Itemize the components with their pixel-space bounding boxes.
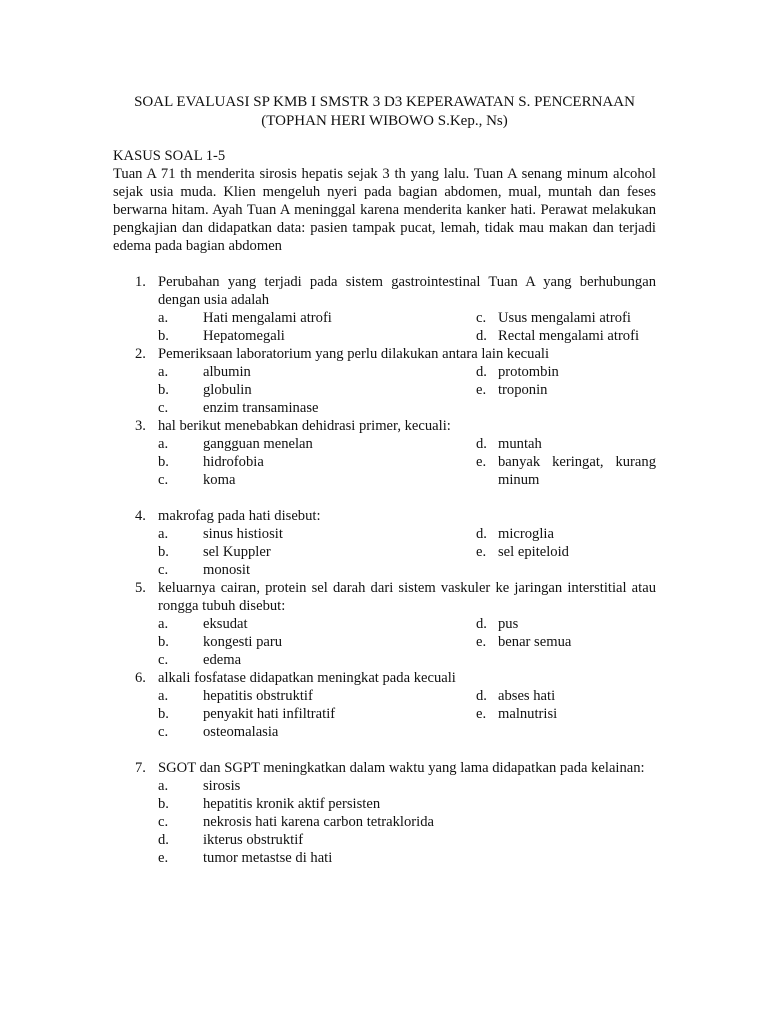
- question-6: [113, 669, 656, 759]
- option-b: b. sel Kuppler: [158, 544, 271, 560]
- option-e: e. tumor metastse di hati: [158, 850, 333, 866]
- question-text: Perubahan yang terjadi pada sistem gastrointestinal Tuan A yang berhubungan dengan usia adalah: [158, 274, 656, 308]
- option-b: b. kongesti paru: [158, 634, 283, 650]
- option-c: c. monosit: [158, 562, 251, 578]
- question-2: [113, 345, 656, 417]
- option-b: b. penyakit hati infiltratif: [158, 706, 336, 722]
- options: [158, 363, 656, 417]
- document-page: [113, 93, 656, 867]
- option-d: d. muntah: [476, 436, 542, 452]
- question-number: 1.: [135, 274, 146, 290]
- question-1: [113, 273, 656, 345]
- option-a: a. albumin: [158, 364, 251, 380]
- option-e: e. troponin: [476, 382, 548, 398]
- document-author: (TOPHAN HERI WIBOWO S.Kep., Ns): [261, 113, 508, 129]
- option-e: e. banyak keringat, kurang minum: [476, 454, 656, 488]
- option-b: b. hidrofobia: [158, 454, 264, 470]
- question-text: keluarnya cairan, protein sel darah dari sistem vaskuler ke jaringan interstitial atau rongga tubuh disebut:: [158, 580, 656, 614]
- option-b: b. hepatitis kronik aktif persisten: [158, 796, 381, 812]
- options: [158, 525, 656, 579]
- question-number: 4.: [135, 508, 146, 524]
- option-d: d. ikterus obstruktif: [158, 832, 304, 848]
- option-b: b. Hepatomegali: [158, 328, 285, 344]
- question-text: makrofag pada hati disebut:: [158, 508, 321, 524]
- question-3: [113, 417, 656, 507]
- options: [158, 615, 656, 669]
- option-a: a. gangguan menelan: [158, 436, 313, 452]
- option-d: d. microglia: [476, 526, 554, 542]
- question-number: 3.: [135, 418, 146, 434]
- option-c: c. enzim transaminase: [158, 400, 319, 416]
- question-text: Pemeriksaan laboratorium yang perlu dilakukan antara lain kecuali: [158, 346, 550, 362]
- option-d: d. abses hati: [476, 688, 556, 704]
- question-list: [113, 273, 656, 867]
- option-c: c. Usus mengalami atrofi: [476, 310, 631, 326]
- question-text: alkali fosfatase didapatkan meningkat pada kecuali: [158, 670, 456, 686]
- option-d: d. Rectal mengalami atrofi: [476, 328, 640, 344]
- option-e: e. benar semua: [476, 634, 572, 650]
- option-c: c. koma: [158, 472, 236, 488]
- document-title: SOAL EVALUASI SP KMB I SMSTR 3 D3 KEPERAWATAN S. PENCERNAAN: [134, 94, 635, 110]
- option-a: a. sinus histiosit: [158, 526, 283, 542]
- option-a: a. Hati mengalami atrofi: [158, 310, 332, 326]
- option-c: c. edema: [158, 652, 242, 668]
- option-a: a. sirosis: [158, 778, 241, 794]
- case-heading: KASUS SOAL 1-5: [113, 148, 226, 164]
- options: [158, 435, 656, 489]
- option-e: e. malnutrisi: [476, 706, 558, 722]
- case-description: Tuan A 71 th menderita sirosis hepatis sejak 3 th yang lalu. Tuan A senang minum alcohol sejak usia muda. Klien mengeluh nyeri pada bagian abdomen, mual, muntah dan feses berwarna hitam. Ayah Tuan A meninggal karena menderita kanker hati. Perawat melakukan pengkajian dan didapatkan data: pasien tampak pucat, lemah, tidak mau makan dan terjadi edema pada bagian abdomen: [113, 166, 656, 254]
- option-c: c. nekrosis hati karena carbon tetraklorida: [158, 814, 434, 830]
- question-text: SGOT dan SGPT meningkatkan dalam waktu yang lama didapatkan pada kelainan:: [158, 760, 645, 776]
- option-d: d. protombin: [476, 364, 559, 380]
- options: [158, 777, 656, 867]
- question-5: [113, 579, 656, 669]
- question-text: hal berikut menebabkan dehidrasi primer, kecuali:: [158, 418, 451, 434]
- question-number: 2.: [135, 346, 146, 362]
- question-number: 6.: [135, 670, 146, 686]
- question-7: [113, 759, 656, 867]
- options: [158, 309, 656, 345]
- option-b: b. globulin: [158, 382, 252, 398]
- option-e: e. sel epiteloid: [476, 544, 569, 560]
- option-a: a. hepatitis obstruktif: [158, 688, 313, 704]
- option-a: a. eksudat: [158, 616, 248, 632]
- option-d: d. pus: [476, 616, 519, 632]
- question-number: 7.: [135, 760, 146, 776]
- question-number: 5.: [135, 580, 146, 596]
- options: [158, 687, 656, 741]
- option-c: c. osteomalasia: [158, 724, 279, 740]
- question-4: [113, 507, 656, 579]
